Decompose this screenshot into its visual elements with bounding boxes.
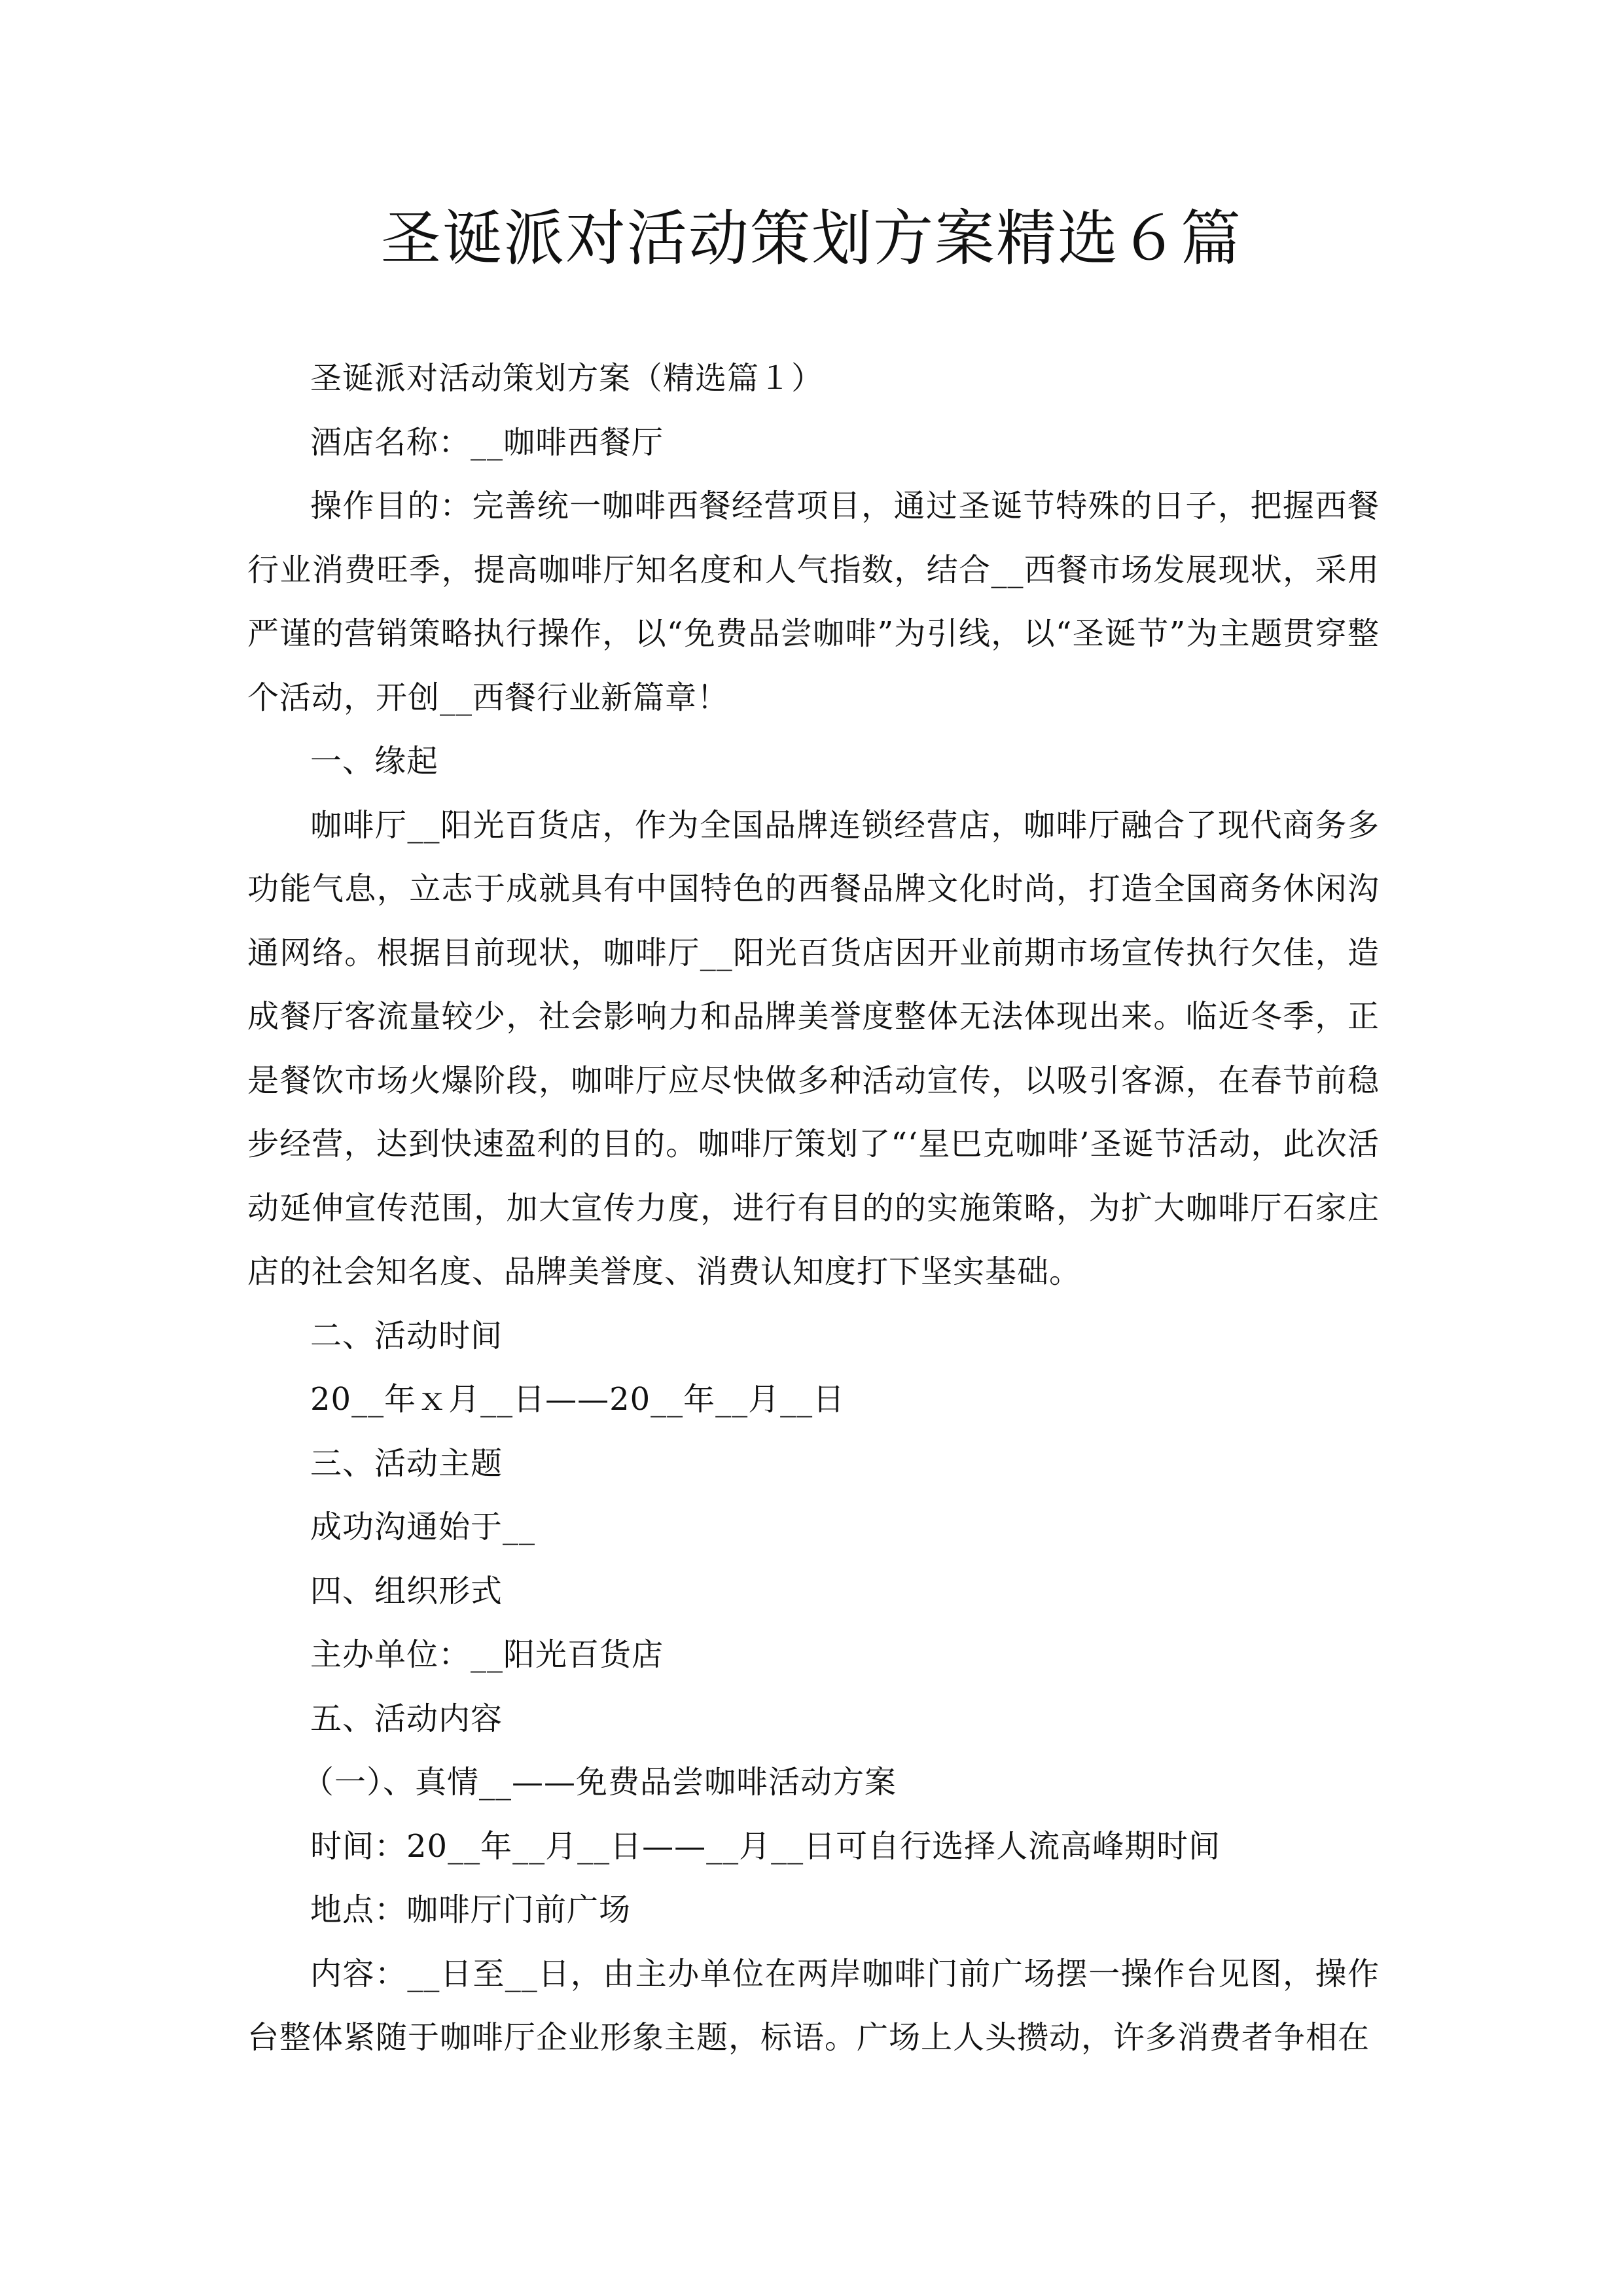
organizer-line: 主办单位：__阳光百货店 (310, 1636, 664, 1673)
activity-theme-line: 成功沟通始于__ (310, 1509, 536, 1545)
heading-activity-theme: 三、活动主题 (310, 1444, 503, 1482)
event-time-line: 时间：20__年__月__日——__月__日可自行选择人流高峰期时间 (310, 1827, 1221, 1865)
heading-organization: 四、组织形式 (310, 1572, 503, 1609)
document-title: 圣诞派对活动策划方案精选６篇 (380, 204, 1242, 274)
purpose-paragraph: 操作目的：完善统一咖啡西餐经营项目，通过圣诞节特殊的日子，把握西餐行业消费旺季，提高咖啡厅知名度和人气指数，结合__西餐市场发展现状，采用严谨的营销策略执行操作，以“免费品尝咖啡”为引线，以“圣诞节”为主题贯穿整个活动，开创__西餐行业新篇章！ (247, 488, 1380, 716)
heading-activity-time: 二、活动时间 (310, 1317, 503, 1354)
event-content-paragraph: 内容：__日至__日，由主办单位在两岸咖啡门前广场摆一操作台见图，操作台整体紧随于咖啡厅企业形象主题，标语。广场上人头攒动，许多消费者争相在 (247, 1955, 1380, 2056)
activity-time-line: 20__年ｘ月__日——20__年__月__日 (310, 1381, 846, 1418)
heading-origin: 一、缘起 (310, 743, 439, 780)
origin-paragraph: 咖啡厅__阳光百货店，作为全国品牌连锁经营店，咖啡厅融合了现代商务多功能气息，立志于成就具有中国特色的西餐品牌文化时尚，打造全国商务休闲沟通网络。根据目前现状，咖啡厅__阳光百货店因开业前期市场宣传执行欠佳，造成餐厅客流量较少，社会影响力和品牌美誉度整体无法体现出来。临近冬季，正是餐饮市场火爆阶段，咖啡厅应尽快做多种活动宣传，以吸引客源，在春节前稳步经营，达到快速盈利的目的。咖啡厅策划了“‘星巴克咖啡’圣诞节活动，此次活动延伸宣传范围，加大宣传力度，进行有目的的实施策略，为扩大咖啡厅石家庄店的社会知名度、品牌美誉度、消费认知度打下坚实基础。 (247, 806, 1380, 1290)
section-heading: 圣诞派对活动策划方案（精选篇１） (310, 360, 824, 397)
document-body (247, 347, 1380, 2070)
event-location-line: 地点：咖啡厅门前广场 (310, 1892, 632, 1928)
hotel-name-line: 酒店名称：__咖啡西餐厅 (310, 423, 664, 461)
heading-activity-content: 五、活动内容 (310, 1700, 503, 1737)
subsection-heading: （一）、真情__——免费品尝咖啡活动方案 (302, 1764, 897, 1801)
